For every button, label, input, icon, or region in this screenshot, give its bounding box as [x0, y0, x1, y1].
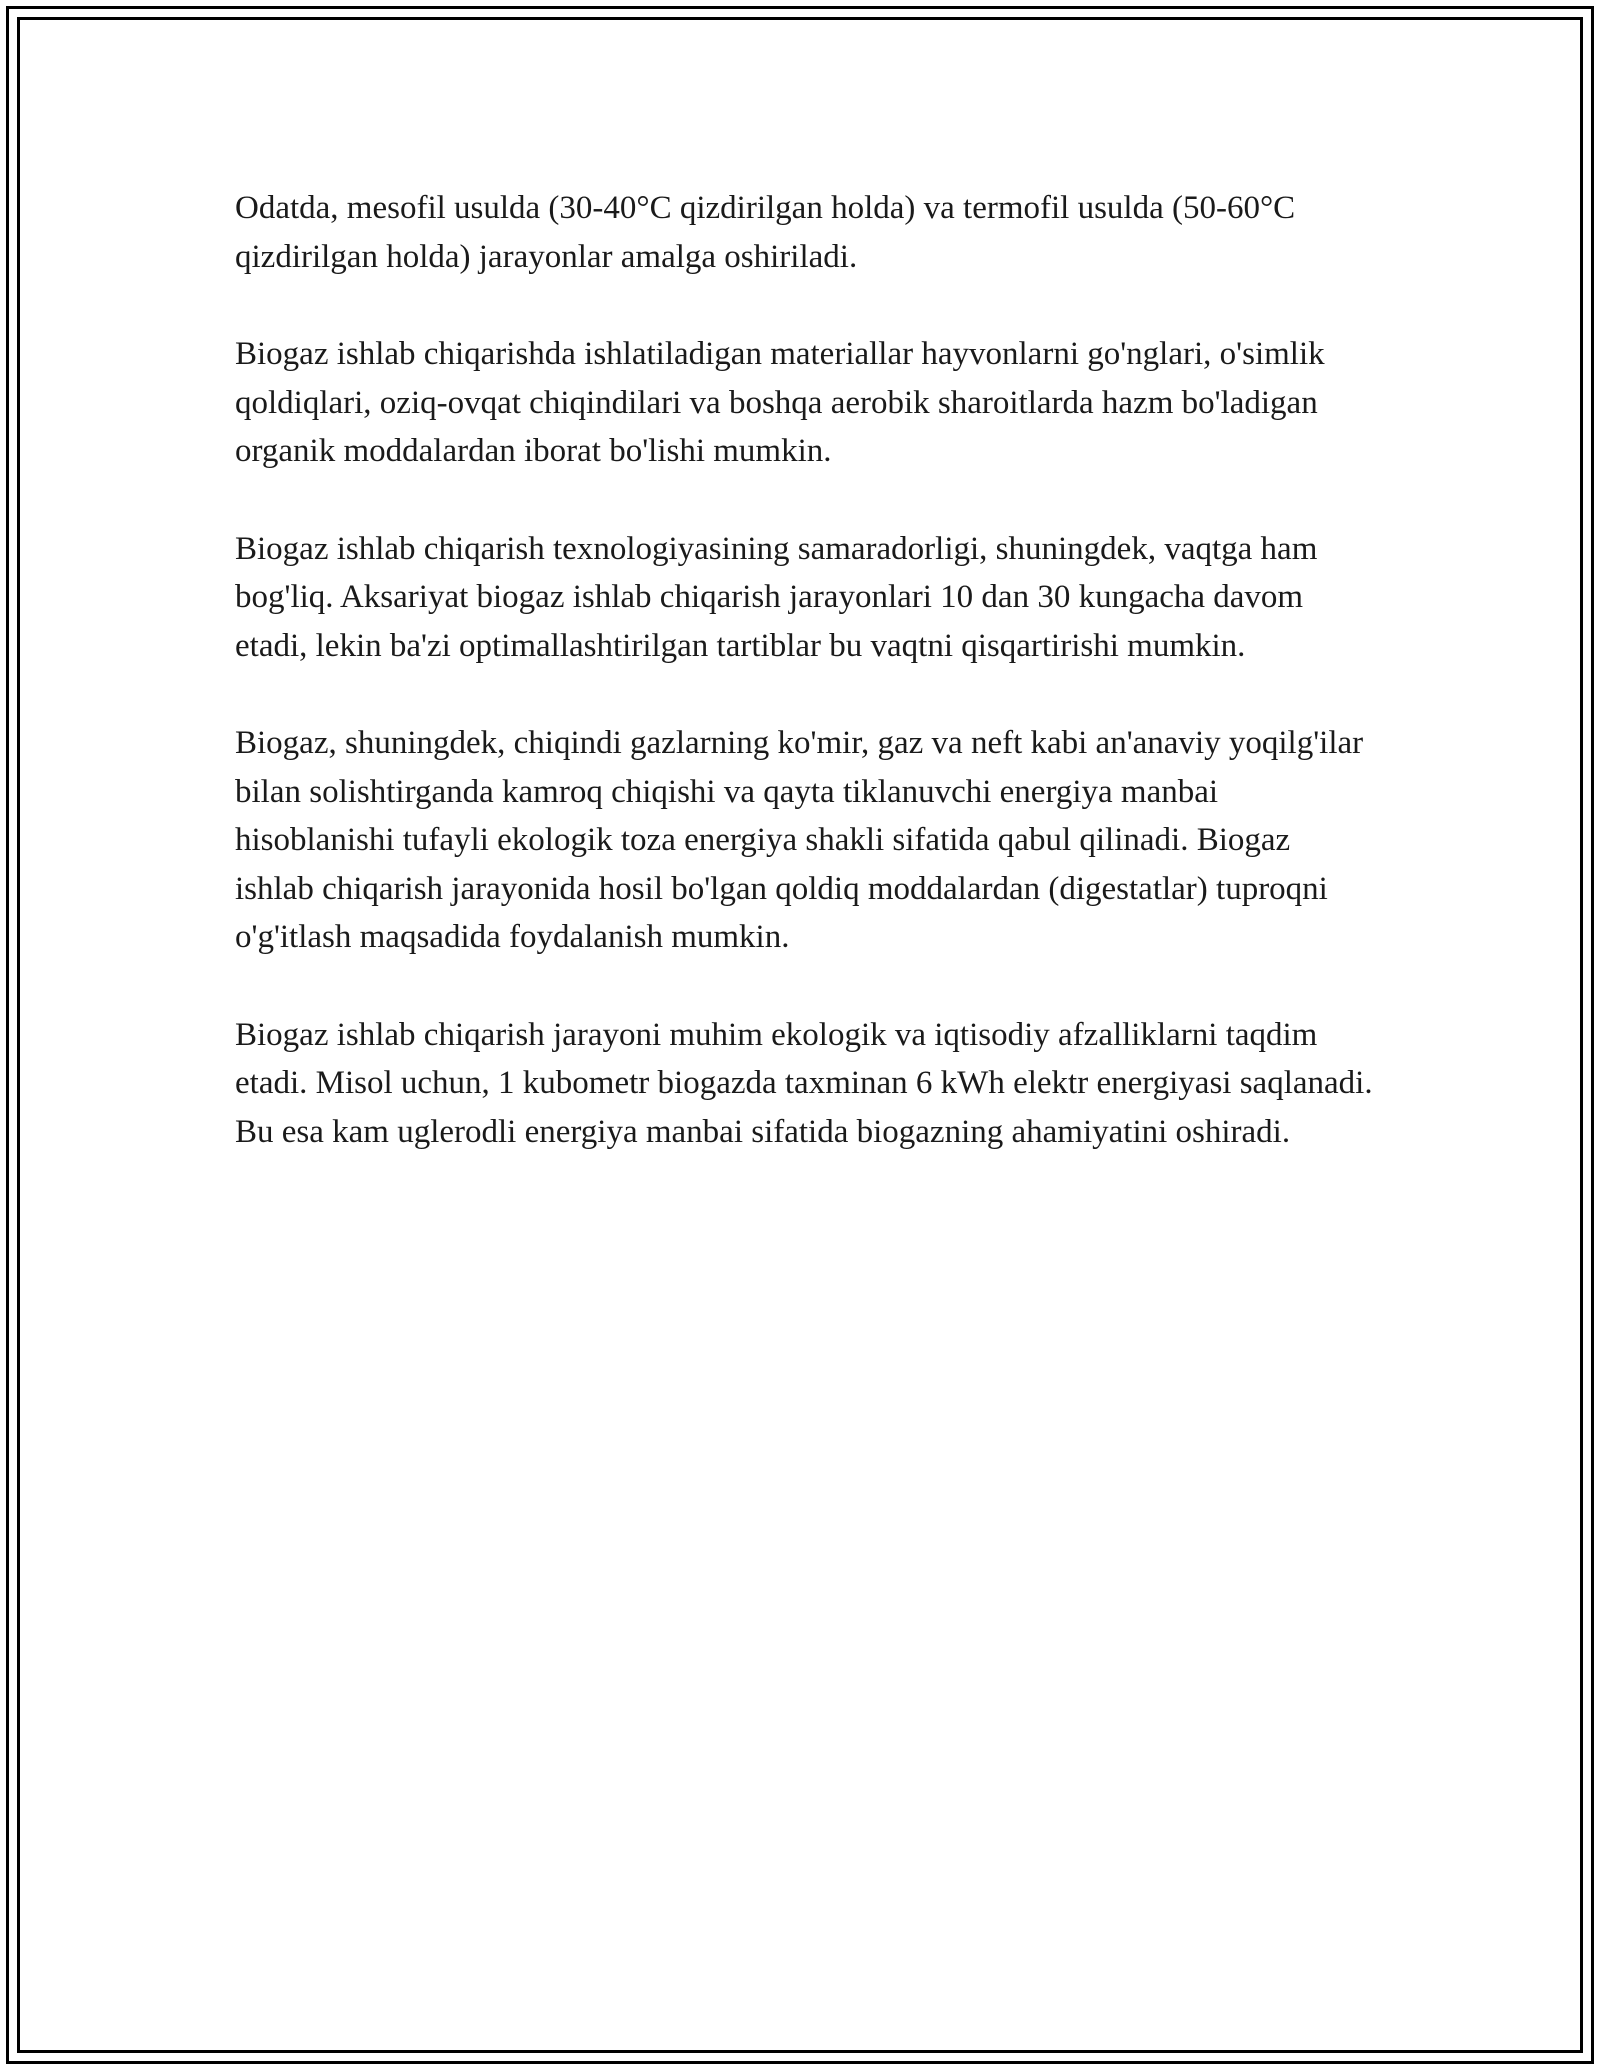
- paragraph-2: Biogaz ishlab chiqarishda ishlatiladigan materiallar hayvonlarni go'nglari, o'simlik qoldiqlari, oziq-ovqat chiqindilari va boshqa aerobik sharoitlarda hazm bo'ladigan organik moddalardan iborat bo'lishi mumkin.: [235, 336, 1325, 469]
- document-body: [235, 184, 1375, 1205]
- paragraph-3: Biogaz ishlab chiqarish texnologiyasining samaradorligi, shuningdek, vaqtga ham bog'liq. Aksariyat biogaz ishlab chiqarish jarayonlari 10 dan 30 kungacha davom etadi, lekin ba'zi optimallashtirilgan tartiblar bu vaqtni qisqartirishi mumkin.: [235, 530, 1318, 664]
- paragraph-5: Biogaz ishlab chiqarish jarayoni muhim ekologik va iqtisodiy afzalliklarni taqdim etadi. Misol uchun, 1 kubometr biogazda taxminan 6 kWh elektr energiyasi saqlanadi. Bu esa kam uglerodli energiya manbai sifatida biogazning ahamiyatini oshiradi.: [235, 1016, 1373, 1150]
- paragraph-1: Odatda, mesofil usulda (30-40°C qizdirilgan holda) va termofil usulda (50-60°C qizdirilgan holda) jarayonlar amalga oshiriladi.: [235, 190, 1296, 275]
- paragraph-4: Biogaz, shuningdek, chiqindi gazlarning ko'mir, gaz va neft kabi an'anaviy yoqilg'ilar bilan solishtirganda kamroq chiqishi va qayta tiklanuvchi energiya manbai hisoblanishi tufayli ekologik toza energiya shakli sifatida qabul qilinadi. Biogaz ishlab chiqarish jarayonida hosil bo'lgan qoldiq moddalardan (digestatlar) tuproqni o'g'itlash maqsadida foydalanish mumkin.: [235, 725, 1364, 955]
